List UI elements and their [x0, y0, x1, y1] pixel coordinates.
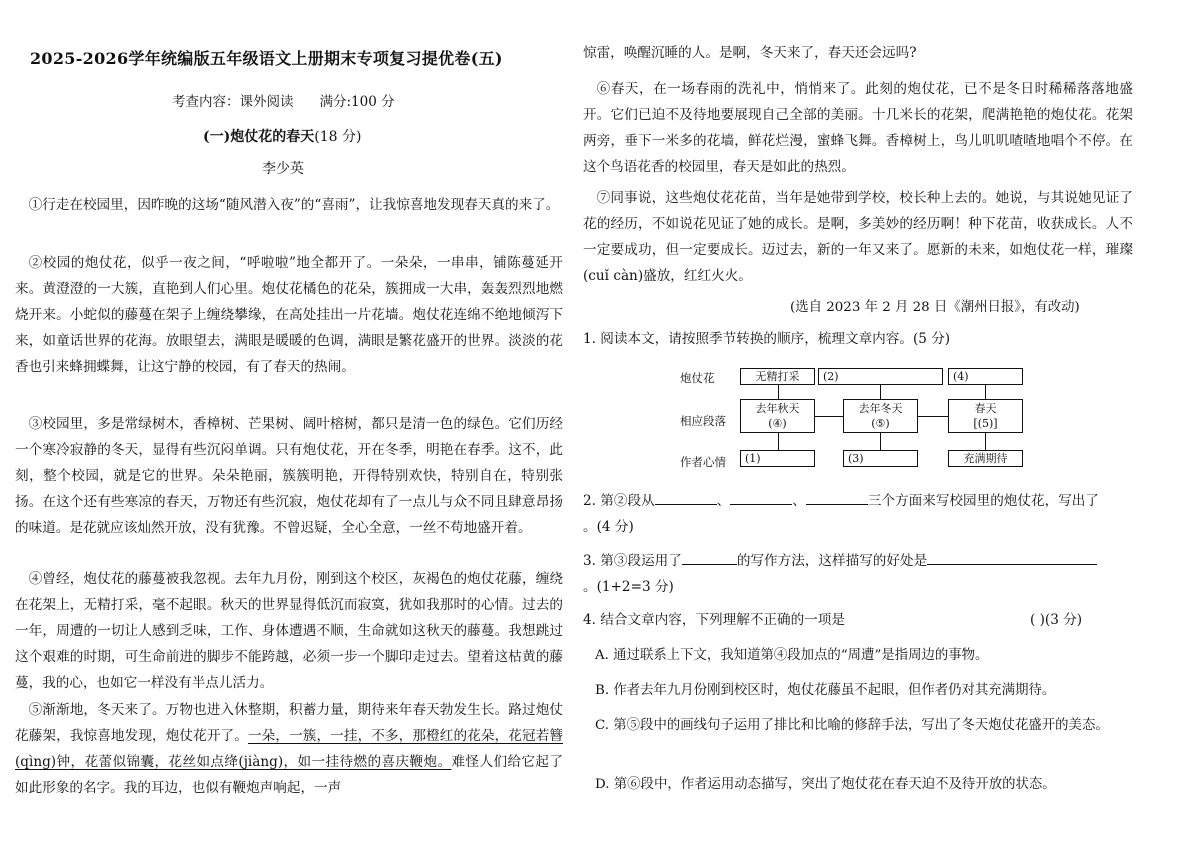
season-spring-paragraph: [(5)] [973, 417, 998, 430]
paragraph-5-text-a: ⑤渐渐地，冬天来了。万物也进入休整期，积蓄力量，期待来年春天勃发生长。路过炮仗花藤架，我惊喜地发现，炮仗花开了。 [15, 702, 563, 744]
flower-box-4-label: (4) [953, 370, 969, 383]
mood-box-1 [740, 450, 815, 467]
connector [815, 416, 843, 417]
season-box-spring [948, 399, 1023, 433]
question-4-answer-paren[interactable]: ( )(3 分) [1030, 612, 1083, 628]
mood-box-1-label: (1) [745, 452, 761, 465]
mood-box-3-label: (3) [848, 452, 864, 465]
option-a[interactable]: A. 通过联系上下文，我知道第④段加点的“周遭”是指周边的事物。 [595, 648, 989, 663]
flower-box-2-label: (2) [823, 370, 839, 383]
connector [985, 385, 986, 399]
question-2-sep-1: 、 [716, 493, 731, 509]
question-2-sep-2: 、 [792, 493, 806, 509]
flower-box-4 [948, 368, 1023, 385]
row-label-mood: 作者心情 [680, 455, 726, 469]
mood-box-3 [843, 450, 918, 467]
season-autumn-paragraph: (④) [768, 417, 787, 430]
question-2 [583, 488, 1099, 514]
mood-box-last: 充满期待 [948, 450, 1023, 467]
paragraph-5-text-b: 难怪人们给它起了如此形象的名字。我的耳边，也似有鞭炮声响起，一声 [15, 754, 564, 796]
question-4: 4. 结合文章内容，下列理解不正确的一项是 [583, 612, 845, 628]
row-label-paragraph: 相应段落 [680, 414, 726, 428]
answer-blank[interactable] [806, 490, 868, 505]
paragraph-3: ③校园里，多是常绿树木，香樟树、芒果树、阔叶榕树，都只是清一色的绿色。它们历经一个寒冷寂静的冬天，显得有些沉闷单调。只有炮仗花，开在冬季，明艳在春季。这不，此刻，整个校园，就是它的世界。朵朵艳丽，簇簇明艳，开得特别欢快，特别自在，特别张扬。在这个还有些寒凉的春天，万物还有些沉寂，炮仗花却有了一点儿与众不同且肆意昂扬的味道。是花就应该灿然开放，没有犹豫。不曾迟疑，全心全意，一丝不苟地盛开着。 [15, 416, 563, 536]
full-score: 满分:100 分 [319, 94, 395, 110]
season-spring-label: 春天 [974, 402, 997, 415]
section-points: (18 分) [314, 129, 362, 145]
season-diagram [680, 362, 1040, 477]
option-d[interactable]: D. 第⑥段中，作者运用动态描写，突出了炮仗花在春天迫不及待开放的状态。 [595, 777, 1056, 792]
question-3-text-b: 的写作方法，这样描写的好处是 [736, 553, 928, 569]
answer-blank[interactable] [730, 490, 792, 505]
question-1: 1. 阅读本文，请按照季节转换的顺序，梳理文章内容。(5 分) [583, 331, 951, 347]
paragraph-4: ④曾经，炮仗花的藤蔓被我忽视。去年九月份，刚到这个校区，灰褐色的炮仗花藤，缠绕在花架上，无精打采，毫不起眼。秋天的世界显得低沉而寂寞，犹如我那时的心情。过去的一年，周遭的一切让人感到乏味，工作、身体遭遇不顺，生命就如这秋天的藤蔓。我想跳过这个艰难的时期，可生命前进的脚步不能跨越，必须一步一个脚印走过去。望着这枯黄的藤蔓，我的心，也如它一样没有半点儿活力。 [15, 571, 563, 691]
option-b[interactable]: B. 作者去年九月份刚到校区时，炮仗花藤虽不起眼，但作者仍对其充满期待。 [595, 683, 1056, 698]
question-2-text-a: 2. 第②段从 [583, 493, 655, 509]
season-box-winter [843, 399, 918, 433]
underlined-sentence: 一朵，一簇，一挂，不多，那橙红的花朵，花冠若簪(qìng)钟，花蕾似锦囊，花丝如点绛(jiàng)，如一挂待燃的喜庆鞭炮。 [15, 728, 564, 770]
answer-blank[interactable] [682, 550, 737, 565]
author: 李少英 [262, 161, 304, 177]
season-autumn-label: 去年秋天 [755, 402, 800, 415]
flower-box-2 [818, 368, 943, 385]
season-box-autumn [740, 399, 815, 433]
answer-blank[interactable] [927, 550, 1097, 565]
connector [880, 433, 881, 450]
connector [778, 385, 779, 399]
season-winter-label: 去年冬天 [858, 402, 903, 415]
flower-box-1: 无精打采 [740, 368, 815, 385]
connector [778, 433, 779, 450]
question-3 [583, 548, 1097, 574]
connector [918, 416, 948, 417]
question-2-text-b: 三个方面来写校园里的炮仗花，写出了 [867, 493, 1099, 509]
paragraph-5-continued: 惊雷，唤醒沉睡的人。是啊，冬天来了，春天还会远吗? [583, 45, 917, 61]
section-heading: (一)炮仗花的春天 [203, 129, 315, 145]
paragraph-5 [15, 697, 563, 801]
option-c[interactable]: C. 第⑤段中的画线句子运用了排比和比喻的修辞手法，写出了冬天炮仗花盛开的美态。 [595, 718, 1109, 733]
season-winter-paragraph: (⑤) [871, 417, 890, 430]
section-title [203, 126, 361, 146]
row-label-flower: 炮仗花 [680, 371, 715, 385]
paragraph-2: ②校园的炮仗花，似乎一夜之间，“呼啦啦”地全都开了。一朵朵，一串串，铺陈蔓延开来。黄澄澄的一大簇，直艳到人们心里。炮仗花橘色的花朵，簇拥成一大串，轰轰烈烈地燃烧开来。小蛇似的藤蔓在架子上缠绕攀缘，在高处挂出一片花墙。炮仗花连绵不绝地倾泻下来，如童话世界的花海。放眼望去，满眼是暖暖的色调，满眼是繁花盛开的世界。淡淡的花香也引来蜂拥蝶舞，让这宁静的校园，有了春天的热闹。 [15, 255, 563, 375]
question-3-continued: 。(1+2=3 分) [583, 579, 674, 595]
page-title: 2025-2026学年统编版五年级语文上册期末专项复习提优卷(五) [30, 49, 503, 68]
paragraph-7: ⑦同事说，这些炮仗花花苗，当年是她带到学校，校长种上去的。她说，与其说她见证了花的经历，不如说花见证了她的成长。是啊，多美妙的经历啊！种下花苗，收获成长。人不一定要成功，但一定要成长。迈过去，新的一年又来了。愿新的未来，如炮仗花一样，璀璨(cuǐ càn)盛放，红红火火。 [583, 190, 1133, 284]
answer-blank[interactable] [655, 490, 717, 505]
question-3-text-a: 3. 第③段运用了 [583, 553, 682, 569]
paragraph-1: ①行走在校园里，因昨晚的这场“随风潜入夜”的“喜雨”，让我惊喜地发现春天真的来了。 [28, 197, 560, 213]
connector [880, 385, 881, 399]
exam-meta [172, 90, 395, 110]
connector [985, 433, 986, 450]
paragraph-6: ⑥春天，在一场春雨的洗礼中，悄悄来了。此刻的炮仗花，已不是冬日时稀稀落落地盛开。它们已迫不及待地要展现自己全部的美丽。十几米长的花架，爬满艳艳的炮仗花。花架两旁，垂下一米多的花墙，鲜花烂漫，蜜蜂飞舞。香樟树上，鸟儿叽叽喳喳地唱个不停。在这个鸟语花香的校园里，春天是如此的热烈。 [583, 81, 1133, 175]
question-2-continued: 。(4 分) [583, 519, 634, 535]
source-citation: (选自 2023 年 2 月 28 日《潮州日报》，有改动) [790, 300, 1080, 315]
exam-content: 考查内容：课外阅读 [172, 94, 294, 110]
